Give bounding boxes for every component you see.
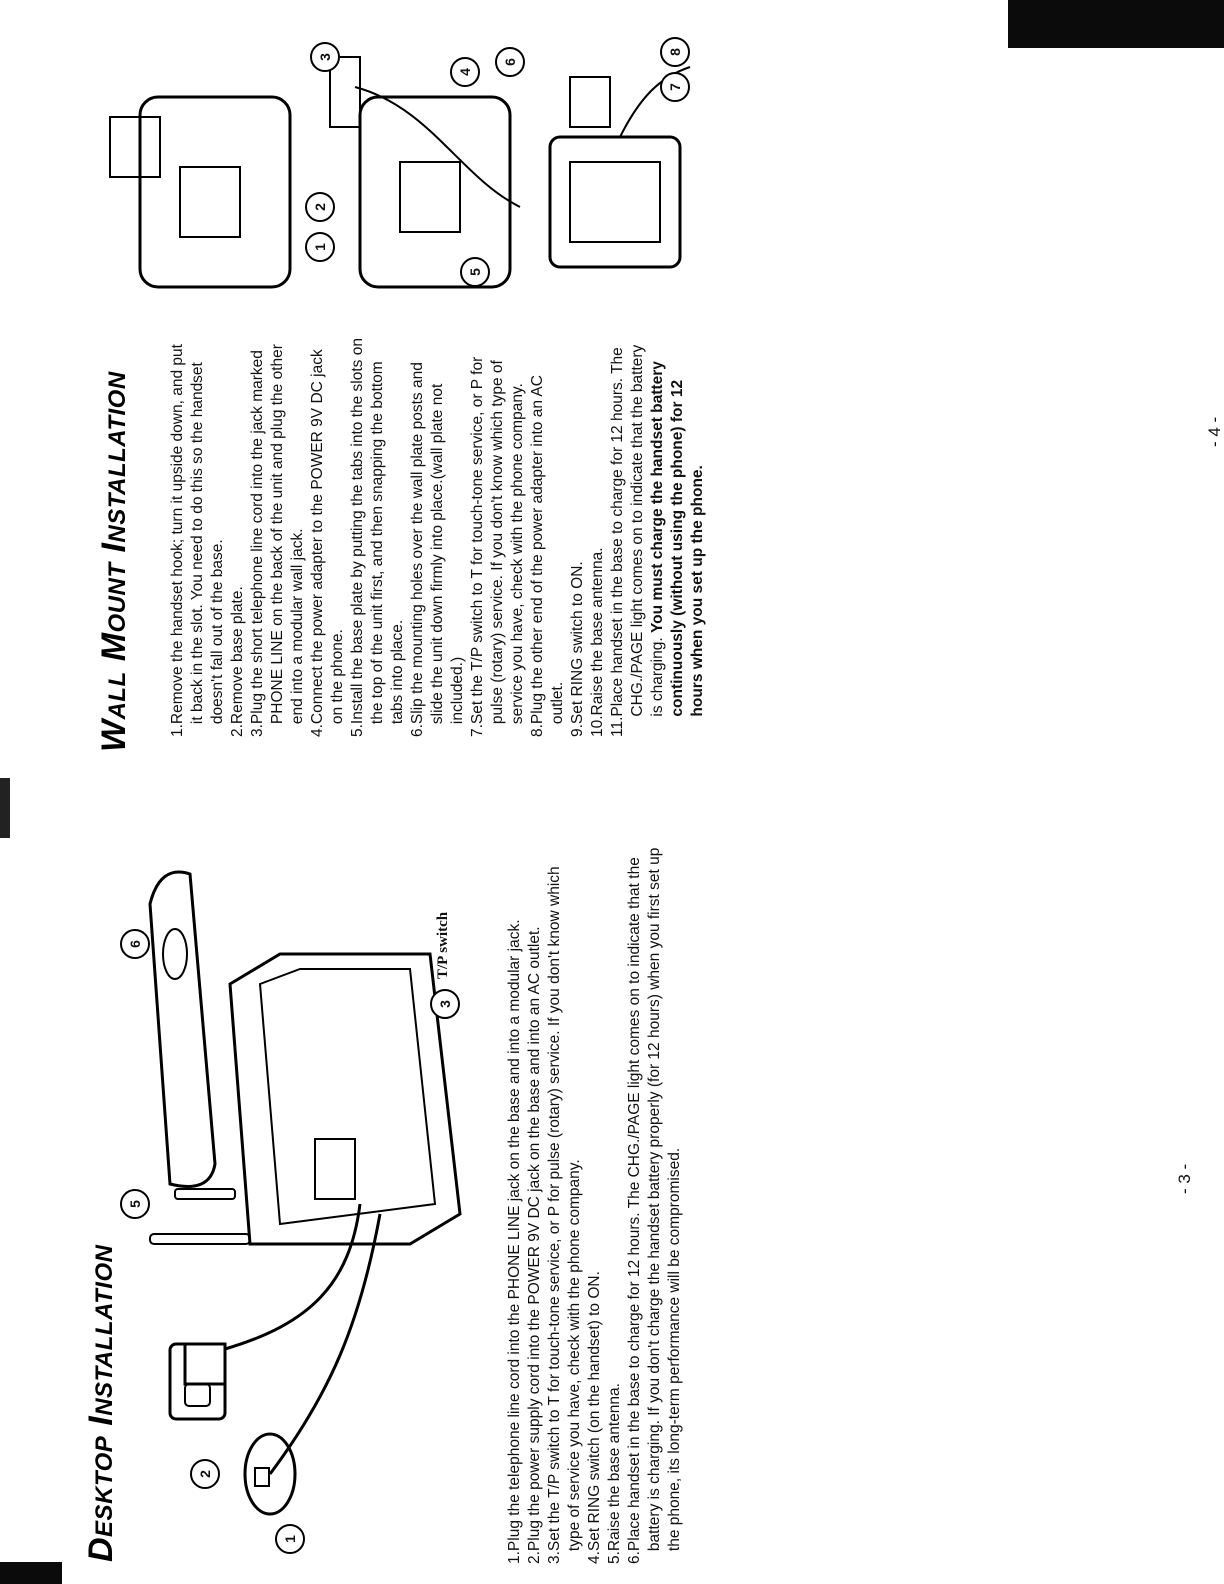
list-item: 6. Slip the mounting holes over the wall plate posts and slide the unit down firmly into place.(wall plate not included.) (409, 362, 466, 737)
callout-2: 2 (305, 192, 335, 222)
callout-5: 5 (460, 257, 490, 287)
callout-1: 1 (275, 1524, 305, 1554)
list-item: 6. Place handset in the base to charge for 12 hours. The CHG./PAGE light comes on to indicate that the battery is charging. If you don't charge the handset battery properly (for 12 hours) when you first set up the phone, its long-term performance will be compromised. (626, 847, 683, 1564)
list-item: 5. Install the base plate by putting the tabs into the slots on the top of the unit first, and then snapping the bottom tabs into place. (349, 338, 406, 737)
callout-2: 2 (190, 1459, 220, 1489)
callout-1: 1 (305, 232, 335, 262)
tp-switch-label: T/P switch (435, 911, 451, 979)
list-item: 5. Raise the base antenna. (606, 1383, 623, 1564)
page-number: - 4 - (1205, 416, 1224, 447)
charge-warning: You must charge the handset battery continuously (without using the phone) for 12 hours when you set up the phone. (649, 361, 706, 717)
list-item: 4. Set RING switch (on the handset) to ON. (586, 1271, 603, 1564)
callout-7: 7 (660, 72, 690, 102)
wall-mount-installation-title: Wall Mount Installation (95, 371, 133, 752)
desktop-installation-title: Desktop Installation (82, 1244, 120, 1562)
desktop-steps (505, 844, 685, 1564)
list-item: 2. Remove base plate. (229, 586, 246, 737)
desktop-illustration (127, 824, 490, 1544)
callout-3: 3 (430, 989, 460, 1019)
list-item: 11. Place handset in the base to charge for 12 hours. The CHG./PAGE light comes on to indicate that the battery is charging. You must charge the handset battery continuously (without using the phone) for 12 hours when you set up the phone. (609, 344, 706, 737)
callout-4: 4 (450, 57, 480, 87)
wall-mount-illustration (100, 27, 700, 327)
callout-8: 8 (660, 37, 690, 67)
list-item: 1. Plug the telephone line cord into the PHONE LINE jack on the base and into a modular jack. (506, 919, 523, 1564)
callout-3: 3 (310, 42, 340, 72)
page-number: - 3 - (1175, 1163, 1194, 1194)
wall-mount-phone-drawing (100, 27, 700, 327)
list-item: 8. Plug the other end of the power adapter into an AC outlet. (529, 375, 566, 737)
desktop-installation-page (0, 792, 1224, 1584)
callout-6: 6 (120, 929, 150, 959)
list-item: 2. Plug the power supply cord into the POWER 9V DC jack on the base and into an AC outlet. (526, 926, 543, 1564)
callout-5: 5 (120, 1189, 150, 1219)
list-item: 7. Set the T/P switch to T for touch-tone service, or P for pulse (rotary) service. If you don't know which type of service you have, check with the phone company. (469, 356, 526, 737)
wall-mount-steps (168, 337, 708, 737)
list-item: 10. Raise the base antenna. (589, 547, 606, 737)
list-item: 4. Connect the power adapter to the POWER 9V DC jack on the phone. (309, 349, 346, 737)
callout-6: 6 (495, 47, 525, 77)
list-item: 1. Remove the handset hook; turn it upside down, and put it back in the slot. You need to do this so the handset doesn't fall out of the base. (169, 344, 226, 737)
list-item: 9. Set RING switch to ON. (569, 561, 586, 737)
list-item: 3. Set the T/P switch to T for touch-tone service, or P for pulse (rotary) service. If you don't know which type of service you have, check with the phone company. (546, 866, 583, 1564)
list-item: 3. Plug the short telephone line cord into the jack marked PHONE LINE on the back of the unit and plug the other end into a modular wall jack. (249, 344, 306, 737)
